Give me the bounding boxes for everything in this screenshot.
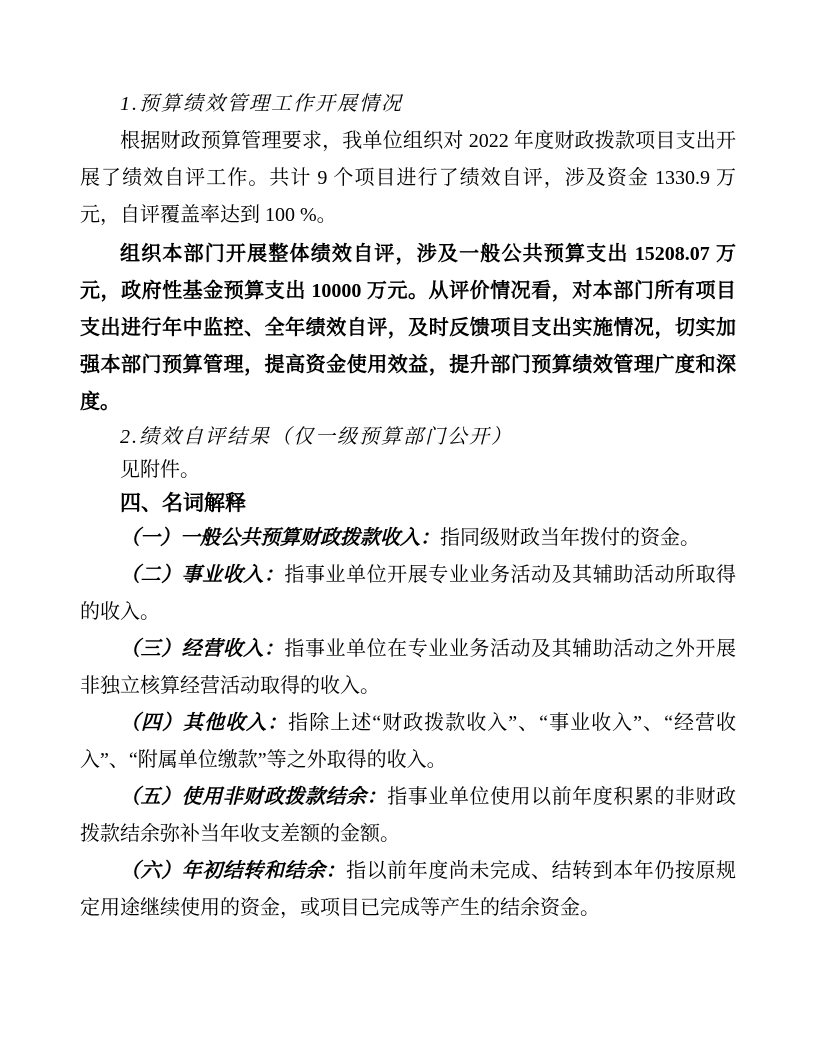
term-item-3 (80, 631, 736, 705)
term-name-6: （六）年初结转和结余： (120, 860, 347, 882)
term-definition-3: 指事业单位在专业业务活动及其辅助活动之外开展非独立核算经营活动取得的收入。 (80, 638, 737, 697)
term-definition-5: 指事业单位使用以前年度积累的非财政拨款结余弥补当年收支差额的金额。 (80, 786, 737, 845)
term-item-4 (80, 705, 736, 779)
term-definition-4: 指除上述“财政拨款收入”、“事业收入”、“经营收入”、“附属单位缴款”等之外取得的收入。 (80, 712, 737, 771)
term-name-4: （四）其他收入： (120, 712, 289, 734)
term-item-6 (80, 853, 736, 927)
term-definition-6: 指以前年度尚未完成、结转到本年仍按原规定用途继续使用的资金，或项目已完成等产生的结余资金。 (80, 860, 737, 919)
paragraph-overall-performance-bold: 组织本部门开展整体绩效自评，涉及一般公共预算支出 15208.07 万元，政府性基金预算支出 10000 万元。从评价情况看，对本部门所有项目支出进行年中监控、全年绩效自评，及时反馈项目支出实施情况，切实加强本部门预算管理，提高资金使用效益，提升部门预算绩效管理广度和深度。 (80, 243, 736, 413)
term-name-5: （五）使用非财政拨款结余： (120, 786, 388, 808)
subheading-budget-performance-work: 1.预算绩效管理工作开展情况 (120, 93, 403, 115)
term-name-1: （一）一般公共预算财政拨款收入： (120, 527, 440, 549)
section-heading-terminology: 四、名词解释 (120, 492, 246, 515)
term-definition-2: 指事业单位开展专业业务活动及其辅助活动所取得的收入。 (80, 564, 737, 623)
term-name-2: （二）事业收入： (120, 564, 285, 586)
subheading-self-evaluation-results: 2.绩效自评结果（仅一级预算部门公开） (120, 426, 513, 448)
term-item-1 (80, 520, 736, 557)
term-item-2 (80, 557, 736, 631)
term-definition-1: 指同级财政当年拨付的资金。 (440, 527, 700, 549)
attachment-note: 见附件。 (120, 459, 200, 481)
paragraph-self-evaluation: 根据财政预算管理要求，我单位组织对 2022 年度财政拨款项目支出开展了绩效自评工作。共计 9 个项目进行了绩效自评，涉及资金 1330.9 万元，自评覆盖率达到 100 %。 (80, 130, 736, 226)
term-name-3: （三）经营收入： (120, 638, 285, 660)
term-item-5 (80, 779, 736, 853)
